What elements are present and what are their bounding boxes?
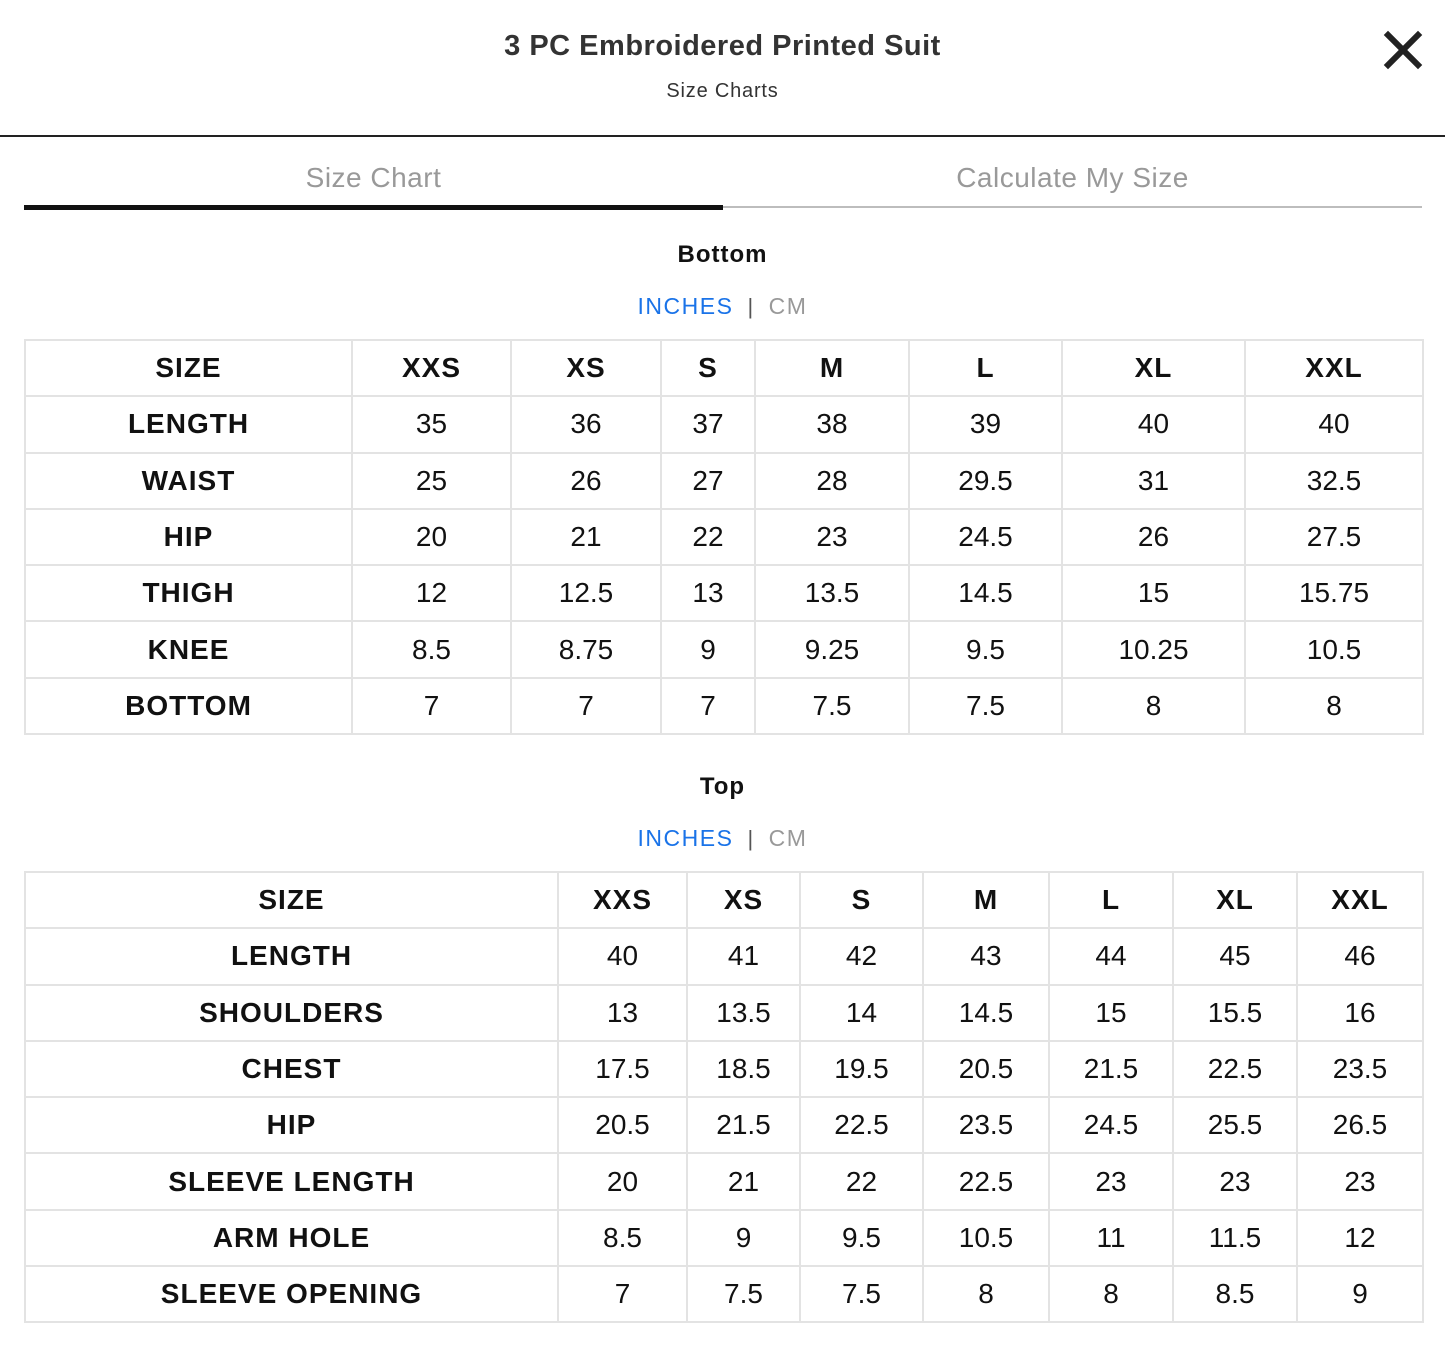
table-cell: 8 — [1049, 1266, 1173, 1322]
column-header: XXL — [1245, 340, 1423, 396]
column-header: M — [755, 340, 909, 396]
table-cell: 24.5 — [1049, 1097, 1173, 1153]
table-cell: 10.25 — [1062, 621, 1245, 677]
measurement-label: HIP — [25, 509, 352, 565]
column-header: XXL — [1297, 872, 1423, 928]
table-cell: 38 — [755, 396, 909, 452]
table-cell: 36 — [511, 396, 661, 452]
table-cell: 20.5 — [558, 1097, 687, 1153]
table-cell: 22.5 — [923, 1153, 1049, 1209]
table-cell: 39 — [909, 396, 1062, 452]
table-row — [25, 985, 1423, 1041]
table-cell: 23 — [1049, 1153, 1173, 1209]
table-header-row — [25, 340, 1423, 396]
table-cell: 7 — [511, 678, 661, 734]
table-cell: 22 — [800, 1153, 923, 1209]
table-cell: 13.5 — [755, 565, 909, 621]
table-cell: 12 — [1297, 1210, 1423, 1266]
table-cell: 23 — [1173, 1153, 1297, 1209]
table-cell: 8.5 — [352, 621, 511, 677]
table-cell: 40 — [1062, 396, 1245, 452]
table-cell: 22.5 — [800, 1097, 923, 1153]
column-header: XS — [687, 872, 800, 928]
table-cell: 21 — [511, 509, 661, 565]
table-cell: 9 — [1297, 1266, 1423, 1322]
table-row — [25, 565, 1423, 621]
table-cell: 15 — [1062, 565, 1245, 621]
table-cell: 15.75 — [1245, 565, 1423, 621]
table-cell: 14 — [800, 985, 923, 1041]
table-row — [25, 1041, 1423, 1097]
table-cell: 21.5 — [687, 1097, 800, 1153]
close-button[interactable] — [1380, 27, 1426, 73]
table-cell: 9 — [687, 1210, 800, 1266]
table-row — [25, 396, 1423, 452]
measurement-label: LENGTH — [25, 928, 558, 984]
bottom-unit-cm[interactable]: CM — [768, 293, 808, 319]
measurement-label: WAIST — [25, 453, 352, 509]
table-cell: 13.5 — [687, 985, 800, 1041]
table-cell: 20.5 — [923, 1041, 1049, 1097]
table-cell: 23 — [1297, 1153, 1423, 1209]
table-cell: 25 — [352, 453, 511, 509]
table-cell: 26 — [511, 453, 661, 509]
table-row — [25, 621, 1423, 677]
table-cell: 19.5 — [800, 1041, 923, 1097]
bottom-heading: Bottom — [677, 241, 768, 268]
table-cell: 12 — [352, 565, 511, 621]
table-cell: 10.5 — [923, 1210, 1049, 1266]
table-cell: 40 — [1245, 396, 1423, 452]
table-cell: 20 — [352, 509, 511, 565]
table-row — [25, 1153, 1423, 1209]
table-cell: 8.5 — [558, 1210, 687, 1266]
table-cell: 7 — [558, 1266, 687, 1322]
table-cell: 15 — [1049, 985, 1173, 1041]
column-header: XXS — [558, 872, 687, 928]
table-cell: 7 — [661, 678, 755, 734]
table-cell: 12.5 — [511, 565, 661, 621]
tab-calculate-my-size[interactable]: Calculate My Size — [723, 150, 1422, 208]
table-cell: 46 — [1297, 928, 1423, 984]
table-cell: 10.5 — [1245, 621, 1423, 677]
table-cell: 22.5 — [1173, 1041, 1297, 1097]
bottom-size-table — [24, 339, 1424, 735]
table-cell: 8 — [923, 1266, 1049, 1322]
table-row — [25, 928, 1423, 984]
modal-header — [0, 0, 1445, 137]
table-cell: 8 — [1245, 678, 1423, 734]
table-cell: 7.5 — [687, 1266, 800, 1322]
table-cell: 13 — [661, 565, 755, 621]
table-row — [25, 453, 1423, 509]
table-row — [25, 509, 1423, 565]
column-header: S — [800, 872, 923, 928]
table-cell: 9.5 — [800, 1210, 923, 1266]
table-cell: 8.75 — [511, 621, 661, 677]
unit-separator: | — [747, 294, 755, 319]
table-cell: 13 — [558, 985, 687, 1041]
tab-bar — [24, 150, 1422, 210]
unit-separator: | — [747, 826, 755, 851]
table-cell: 8 — [1062, 678, 1245, 734]
table-cell: 22 — [661, 509, 755, 565]
table-row — [25, 678, 1423, 734]
table-header-row — [25, 872, 1423, 928]
measurement-label: SLEEVE OPENING — [25, 1266, 558, 1322]
column-header: SIZE — [25, 340, 352, 396]
table-cell: 26 — [1062, 509, 1245, 565]
table-cell: 16 — [1297, 985, 1423, 1041]
table-cell: 41 — [687, 928, 800, 984]
table-cell: 40 — [558, 928, 687, 984]
top-size-table — [24, 871, 1424, 1323]
table-cell: 23 — [755, 509, 909, 565]
table-cell: 7.5 — [909, 678, 1062, 734]
table-cell: 42 — [800, 928, 923, 984]
table-cell: 20 — [558, 1153, 687, 1209]
table-cell: 14.5 — [923, 985, 1049, 1041]
bottom-unit-toggle — [0, 293, 1445, 320]
table-cell: 35 — [352, 396, 511, 452]
table-cell: 7.5 — [800, 1266, 923, 1322]
table-cell: 9 — [661, 621, 755, 677]
measurement-label: SHOULDERS — [25, 985, 558, 1041]
measurement-label: BOTTOM — [25, 678, 352, 734]
table-cell: 23.5 — [923, 1097, 1049, 1153]
table-cell: 15.5 — [1173, 985, 1297, 1041]
table-cell: 44 — [1049, 928, 1173, 984]
column-header: L — [1049, 872, 1173, 928]
column-header: L — [909, 340, 1062, 396]
table-cell: 21 — [687, 1153, 800, 1209]
table-row — [25, 1210, 1423, 1266]
column-header: XL — [1062, 340, 1245, 396]
top-unit-inches[interactable]: INCHES — [637, 825, 734, 851]
bottom-unit-inches[interactable]: INCHES — [637, 293, 734, 319]
tab-size-chart[interactable]: Size Chart — [24, 150, 723, 210]
top-unit-toggle — [0, 825, 1445, 852]
table-row — [25, 1097, 1423, 1153]
table-cell: 24.5 — [909, 509, 1062, 565]
table-cell: 27 — [661, 453, 755, 509]
measurement-label: THIGH — [25, 565, 352, 621]
measurement-label: KNEE — [25, 621, 352, 677]
table-cell: 9.5 — [909, 621, 1062, 677]
table-cell: 7.5 — [755, 678, 909, 734]
table-cell: 32.5 — [1245, 453, 1423, 509]
table-cell: 31 — [1062, 453, 1245, 509]
measurement-label: CHEST — [25, 1041, 558, 1097]
table-cell: 9.25 — [755, 621, 909, 677]
table-cell: 45 — [1173, 928, 1297, 984]
top-unit-cm[interactable]: CM — [768, 825, 808, 851]
close-icon — [1380, 27, 1426, 73]
column-header: XL — [1173, 872, 1297, 928]
table-cell: 21.5 — [1049, 1041, 1173, 1097]
measurement-label: SLEEVE LENGTH — [25, 1153, 558, 1209]
column-header: XS — [511, 340, 661, 396]
table-cell: 37 — [661, 396, 755, 452]
measurement-label: HIP — [25, 1097, 558, 1153]
table-cell: 27.5 — [1245, 509, 1423, 565]
table-cell: 26.5 — [1297, 1097, 1423, 1153]
measurement-label: ARM HOLE — [25, 1210, 558, 1266]
table-cell: 29.5 — [909, 453, 1062, 509]
product-title: 3 PC Embroidered Printed Suit — [504, 30, 941, 62]
column-header: M — [923, 872, 1049, 928]
table-cell: 8.5 — [1173, 1266, 1297, 1322]
column-header: SIZE — [25, 872, 558, 928]
table-cell: 7 — [352, 678, 511, 734]
table-cell: 11.5 — [1173, 1210, 1297, 1266]
table-cell: 25.5 — [1173, 1097, 1297, 1153]
table-cell: 11 — [1049, 1210, 1173, 1266]
column-header: S — [661, 340, 755, 396]
table-cell: 17.5 — [558, 1041, 687, 1097]
table-cell: 14.5 — [909, 565, 1062, 621]
table-cell: 18.5 — [687, 1041, 800, 1097]
top-heading: Top — [699, 773, 746, 800]
modal-subtitle: Size Charts — [666, 80, 779, 102]
table-row — [25, 1266, 1423, 1322]
table-cell: 28 — [755, 453, 909, 509]
table-cell: 23.5 — [1297, 1041, 1423, 1097]
table-cell: 43 — [923, 928, 1049, 984]
measurement-label: LENGTH — [25, 396, 352, 452]
column-header: XXS — [352, 340, 511, 396]
